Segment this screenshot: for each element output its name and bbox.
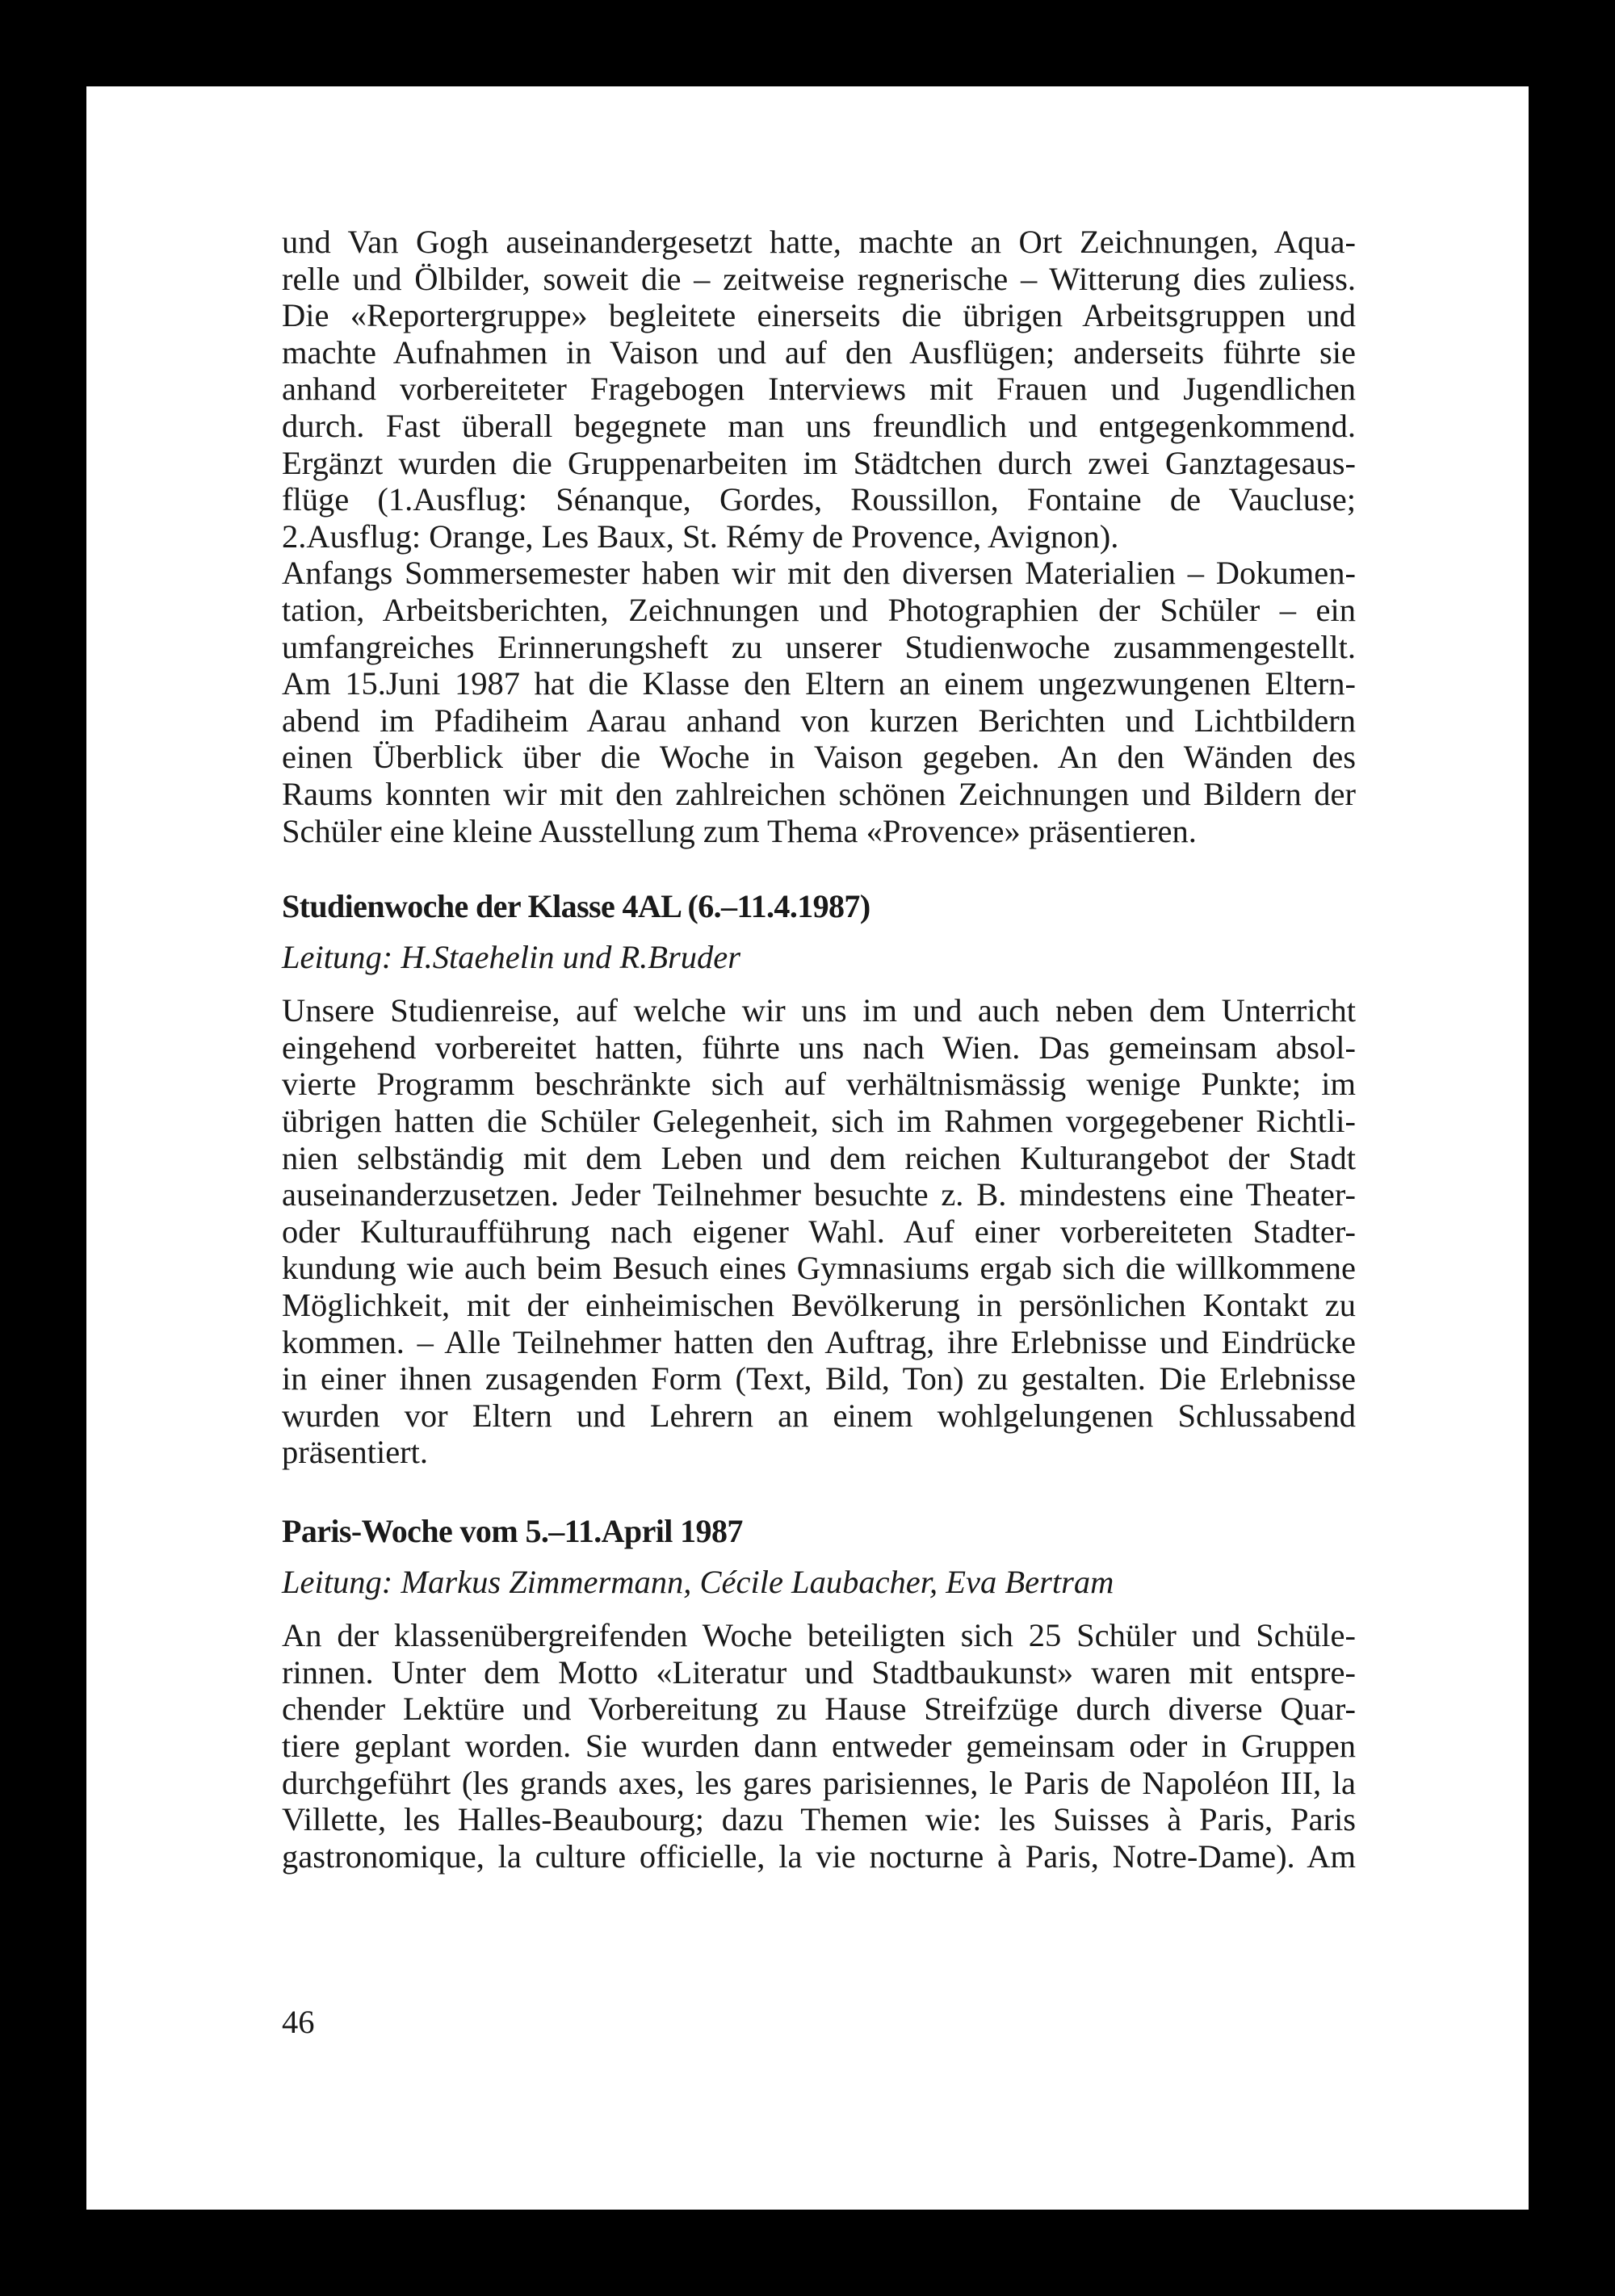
text-line: Anfangs Sommersemester haben wir mit den diversen Materialien – Dokumen- (282, 555, 1356, 592)
section-heading-paris-woche: Paris-Woche vom 5.–11.April 1987 (282, 1513, 743, 1549)
text-line: Unsere Studienreise, auf welche wir uns im und auch neben dem Unterricht (282, 992, 1356, 1029)
text-line: anhand vorbereiteter Fragebogen Interviews mit Frauen und Jugendlichen (282, 371, 1356, 408)
text-line: Raums konnten wir mit den zahlreichen schönen Zeichnungen und Bildern der (282, 775, 1356, 812)
text-line: kommen. – Alle Teilnehmer hatten den Auftrag, ihre Erlebnisse und Eindrücke (282, 1323, 1356, 1360)
page-content (282, 224, 1356, 1875)
paragraph-vaison-groups (282, 224, 1356, 555)
text-line: Schüler eine kleine Ausstellung zum Thema «Provence» präsentieren. (282, 812, 1197, 849)
text-line: relle und Ölbilder, soweit die – zeitweise regnerische – Witterung dies zuliess. (282, 260, 1356, 297)
text-line: eingehend vorbereitet hatten, führte uns nach Wien. Das gemeinsam absol- (282, 1029, 1356, 1066)
text-line: tiere geplant worden. Sie wurden dann entweder gemeinsam oder in Gruppen (282, 1727, 1356, 1764)
text-line: tation, Arbeitsberichten, Zeichnungen und Photographien der Schüler – ein (282, 591, 1356, 628)
text-line: wurden vor Eltern und Lehrern an einem wohlgelungenen Schlussabend (282, 1397, 1356, 1434)
paragraph-erinnerungsheft (282, 555, 1356, 849)
text-line: 2.Ausflug: Orange, Les Baux, St. Rémy de Provence, Avignon). (282, 517, 1119, 555)
text-line: Ergänzt wurden die Gruppenarbeiten im Städtchen durch zwei Ganztagesaus- (282, 444, 1356, 481)
text-line: auseinanderzusetzen. Jeder Teilnehmer besuchte z. B. mindestens eine Theater- (282, 1176, 1356, 1213)
section-leitung-paris-woche: Leitung: Markus Zimmermann, Cécile Laubacher, Eva Bertram (282, 1563, 1114, 1600)
text-line: durchgeführt (les grands axes, les gares parisiennes, le Paris de Napoléon III, la (282, 1764, 1356, 1801)
text-line: gastronomique, la culture officielle, la vie nocturne à Paris, Notre-Dame). Am (282, 1837, 1356, 1875)
text-line: vierte Programm beschränkte sich auf verhältnismässig wenige Punkte; im (282, 1066, 1356, 1103)
section-heading-studienwoche-4al: Studienwoche der Klasse 4AL (6.–11.4.1987) (282, 888, 870, 925)
text-line: einen Überblick über die Woche in Vaison gegeben. An den Wänden des (282, 739, 1356, 776)
document-page (86, 86, 1529, 2210)
paragraph-wien-studienreise (282, 992, 1356, 1471)
paragraph-paris-woche (282, 1617, 1356, 1875)
text-line: übrigen hatten die Schüler Gelegenheit, sich im Rahmen vorgegebener Richtli- (282, 1103, 1356, 1140)
text-line: umfangreiches Erinnerungsheft zu unserer Studienwoche zusammengestellt. (282, 628, 1356, 665)
text-line: rinnen. Unter dem Motto «Literatur und Stadtbaukunst» waren mit entspre- (282, 1653, 1356, 1691)
page-number: 46 (282, 2004, 315, 2040)
text-line: und Van Gogh auseinandergesetzt hatte, machte an Ort Zeichnungen, Aqua- (282, 224, 1356, 260)
text-line: Die «Reportergruppe» begleitete einerseits die übrigen Arbeitsgruppen und (282, 297, 1356, 334)
text-line: präsentiert. (282, 1434, 429, 1471)
text-line: chender Lektüre und Vorbereitung zu Hause Streifzüge durch diverse Quar- (282, 1691, 1356, 1728)
text-line: nien selbständig mit dem Leben und dem reichen Kulturangebot der Stadt (282, 1139, 1356, 1176)
text-line: An der klassenübergreifenden Woche beteiligten sich 25 Schüler und Schüle- (282, 1617, 1356, 1654)
text-line: flüge (1.Ausflug: Sénanque, Gordes, Roussillon, Fontaine de Vaucluse; (282, 481, 1356, 518)
text-line: Villette, les Halles-Beaubourg; dazu Themen wie: les Suisses à Paris, Paris (282, 1801, 1356, 1838)
text-line: kundung wie auch beim Besuch eines Gymnasiums ergab sich die willkommene (282, 1250, 1356, 1287)
text-line: Am 15.Juni 1987 hat die Klasse den Eltern an einem ungezwungenen Eltern- (282, 665, 1356, 702)
text-line: durch. Fast überall begegnete man uns freundlich und entgegenkommend. (282, 407, 1356, 444)
text-line: abend im Pfadiheim Aarau anhand von kurzen Berichten und Lichtbildern (282, 702, 1356, 739)
text-line: machte Aufnahmen in Vaison und auf den Ausflügen; anderseits führte sie (282, 333, 1356, 371)
text-line: in einer ihnen zusagenden Form (Text, Bild, Ton) zu gestalten. Die Erlebnisse (282, 1360, 1356, 1397)
section-leitung-studienwoche-4al: Leitung: H.Staehelin und R.Bruder (282, 938, 741, 975)
text-line: Möglichkeit, mit der einheimischen Bevölkerung in persönlichen Kontakt zu (282, 1287, 1356, 1324)
text-line: oder Kulturaufführung nach eigener Wahl. Auf einer vorbereiteten Stadter- (282, 1213, 1356, 1250)
